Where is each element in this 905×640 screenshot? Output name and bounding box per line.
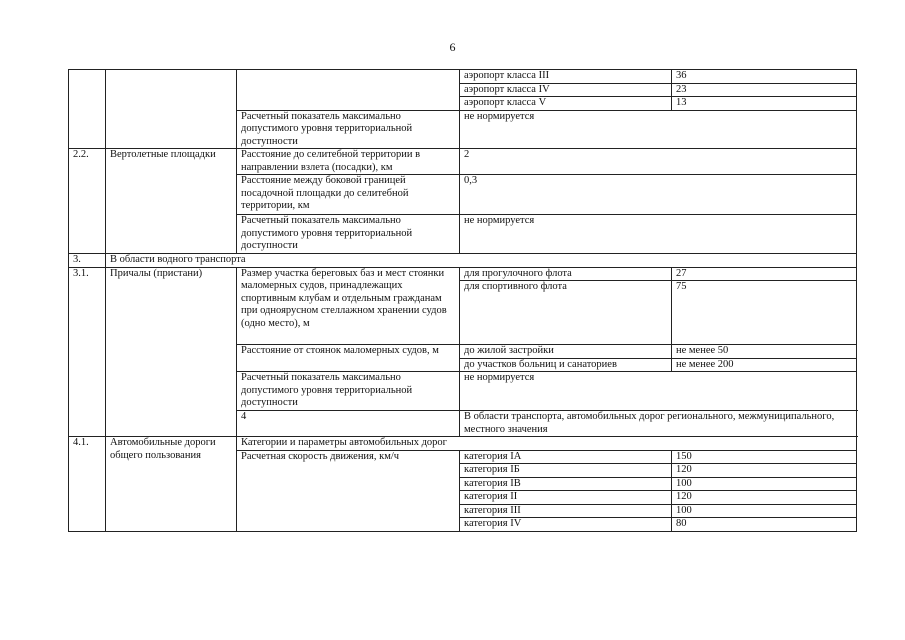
table-cell: категория III [460,504,672,518]
table-row [69,437,857,451]
table-cell: 27 [672,267,857,281]
table-cell: 100 [672,477,857,491]
table-cell: 75 [672,281,857,345]
table-cell: аэропорт класса IV [460,83,672,97]
table-cell: Расчетный показатель максимально допустимого уровня территориальной доступности [237,110,460,149]
table-cell: категория IV [460,518,672,532]
table-cell: 120 [672,464,857,478]
table-cell: Расстояние до селитебной территории в направлении взлета (посадки), км [237,149,460,175]
table-cell: 100 [672,504,857,518]
row-number: 4 [237,411,460,437]
table-cell: не менее 200 [672,358,857,372]
table-cell: Категории и параметры автомобильных дорог [237,437,857,451]
object-name: Автомобильные дороги общего пользования [106,437,237,532]
row-number: 3.1. [69,267,106,437]
object-name: Причалы (пристани) [106,267,237,437]
table-cell: аэропорт класса V [460,97,672,111]
table-cell: 120 [672,491,857,505]
table-cell: для прогулочного флота [460,267,672,281]
table-cell: 36 [672,70,857,84]
row-number: 2.2. [69,149,106,254]
table-cell: 150 [672,450,857,464]
row-number: 3. [69,254,106,268]
table-cell: не нормируется [460,215,857,254]
table-cell: категория IB [460,477,672,491]
table-cell: 2 [460,149,857,175]
table-row [69,267,857,281]
table-cell: Расстояние между боковой границей посадочной площадки до селитебной территории, км [237,175,460,215]
norms-table [68,69,857,532]
table-cell: не нормируется [460,372,857,411]
table-cell: Расстояние от стоянок маломерных судов, м [237,345,460,372]
table-row [69,149,857,175]
section-title: В области водного транспорта [106,254,857,268]
table-cell: категория IA [460,450,672,464]
row-number: 4.1. [69,437,106,532]
table-cell: 0,3 [460,175,857,215]
table-cell: не менее 50 [672,345,857,359]
table-cell: аэропорт класса III [460,70,672,84]
section-row [69,254,857,268]
table-cell: Расчетный показатель максимально допустимого уровня территориальной доступности [237,372,460,411]
table-row [69,70,857,84]
section-title: В области транспорта, автомобильных дорог регионального, межмуниципального, местного значения [460,411,857,437]
table-cell: не нормируется [460,110,857,149]
table-cell: Расчетная скорость движения, км/ч [237,450,460,531]
table-cell: категория IБ [460,464,672,478]
object-name: Вертолетные площадки [106,149,237,254]
table-cell: для спортивного флота [460,281,672,345]
table-cell: Размер участка береговых баз и мест стоянки маломерных судов, принадлежащих спортивным клубам и отдельным гражданам при одноярусном стеллажном хранении судов (одно место), м [237,267,460,345]
table-cell: 80 [672,518,857,532]
table-cell: 13 [672,97,857,111]
page-number: 6 [449,40,456,54]
table-cell: Расчетный показатель максимально допустимого уровня территориальной доступности [237,215,460,254]
table-cell: 23 [672,83,857,97]
table-cell: до жилой застройки [460,345,672,359]
table-cell: категория II [460,491,672,505]
table-cell: до участков больниц и санаториев [460,358,672,372]
